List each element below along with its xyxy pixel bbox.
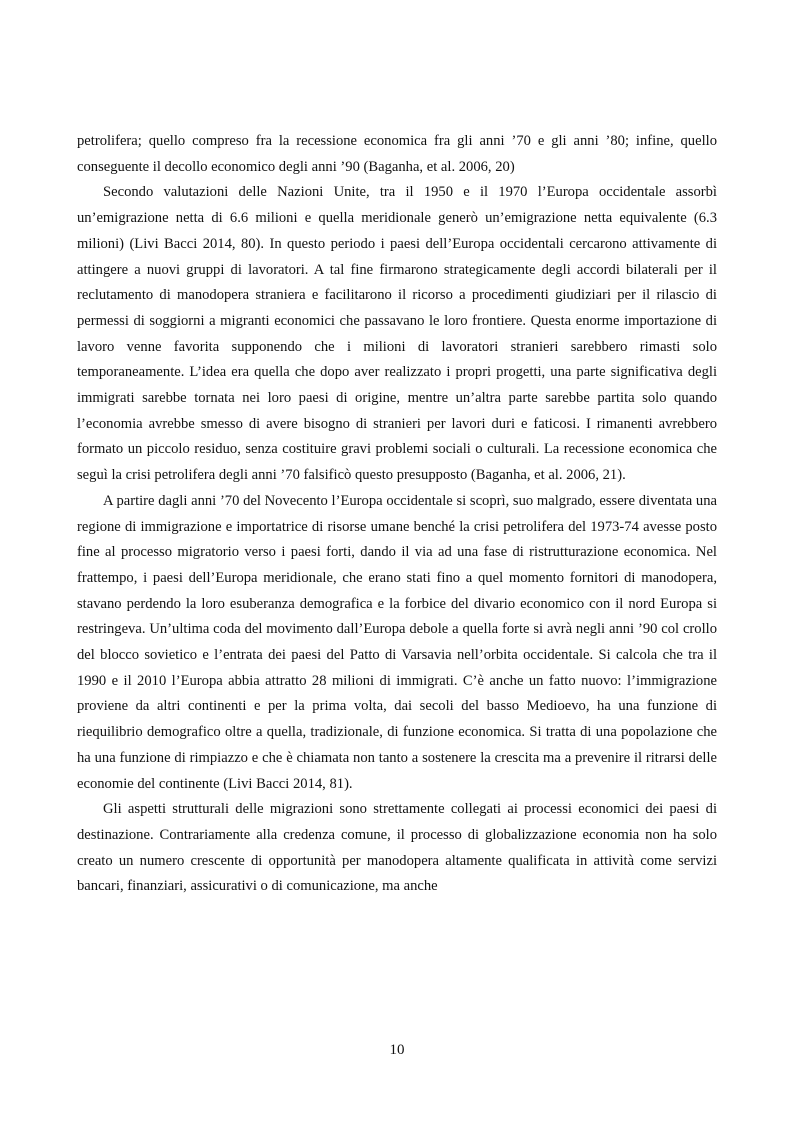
page-number: 10 xyxy=(389,1042,405,1058)
paragraph-anni-70: A partire dagli anni ’70 del Novecento l’Europa occidentale si scoprì, suo malgrado, essere diventata una regione di immigrazione e importatrice di risorse umane benché la crisi petrolifera del 1973-74 avesse posto fine al processo migratorio verso i paesi forti, dando il via ad una fase di ristrutturazione economica. Nel frattempo, i paesi dell’Europa meridionale, che erano stati fino a quel momento fornitori di manodopera, stavano perdendo la loro esuberanza demografica e la forbice del divario economico con il nord Europa si restringeva. Un’ultima coda del movimento dall’Europa debole a quella forte si avrà negli anni ’90 col crollo del blocco sovietico e l’entrata dei paesi del Patto di Varsavia nell’orbita occidentale. Si calcola che tra il 1990 e il 2010 l’Europa abbia attratto 28 milioni di immigrati. C’è anche un fatto nuovo: l’immigrazione proviene da altri continenti e per la prima volta, dai secoli del basso Medioevo, ha una funzione di riequilibrio demografico oltre a quella, tradizionale, di funzione economica. Si tratta di una popolazione che ha una funzione di rimpiazzo e che è chiamata non tanto a sostenere la crescita ma a prevenire il ritrarsi delle economie del continente (Livi Bacci 2014, 81). xyxy=(77,492,717,792)
paragraph-aspetti-strutturali: Gli aspetti strutturali delle migrazioni sono strettamente collegati ai processi economici dei paesi di destinazione. Contrariamente alla credenza comune, il processo di globalizzazione economia non ha solo creato un numero crescente di opportunità per manodopera altamente qualificata in attività come servizi bancari, finanziari, assicurativi o di comunicazione, ma anche xyxy=(77,801,717,895)
paragraph-nazioni-unite: Secondo valutazioni delle Nazioni Unite, tra il 1950 e il 1970 l’Europa occidentale assorbì un’emigrazione netta di 6.6 milioni e quella meridionale generò un’emigrazione netta equivalente (6.3 milioni) (Livi Bacci 2014, 80). In questo periodo i paesi dell’Europa occidentali cercarono attivamente di attingere a nuovi gruppi di lavoratori. A tal fine firmarono strategicamente degli accordi bilaterali per il reclutamento di manodopera straniera e facilitarono il ricorso a procedimenti giudiziari per il rilascio di permessi di soggiorni a migranti economici che passavano le loro frontiere. Questa enorme importazione di lavoro venne favorita supponendo che i milioni di lavoratori stranieri sarebbero rimasti solo temporaneamente. L’idea era quella che dopo aver realizzato i propri progetti, una parte significativa degli immigrati sarebbe tornata nei loro paesi di origine, mentre un’altra parte sarebbe partita solo quando l’economia avrebbe smesso di avere bisogno di stranieri per lavori duri e faticosi. I rimanenti avrebbero formato un piccolo residuo, senza costituire gravi problemi sociali o culturali. La recessione economica che seguì la crisi petrolifera degli anni ’70 falsificò questo presupposto (Baganha, et al. 2006, 21). xyxy=(77,184,717,484)
body-text xyxy=(77,129,717,900)
paragraph-continuation: petrolifera; quello compreso fra la recessione economica fra gli anni ’70 e gli anni ’80; infine, quello conseguente il decollo economico degli anni ’90 (Baganha, et al. 2006, 20) xyxy=(77,133,717,175)
